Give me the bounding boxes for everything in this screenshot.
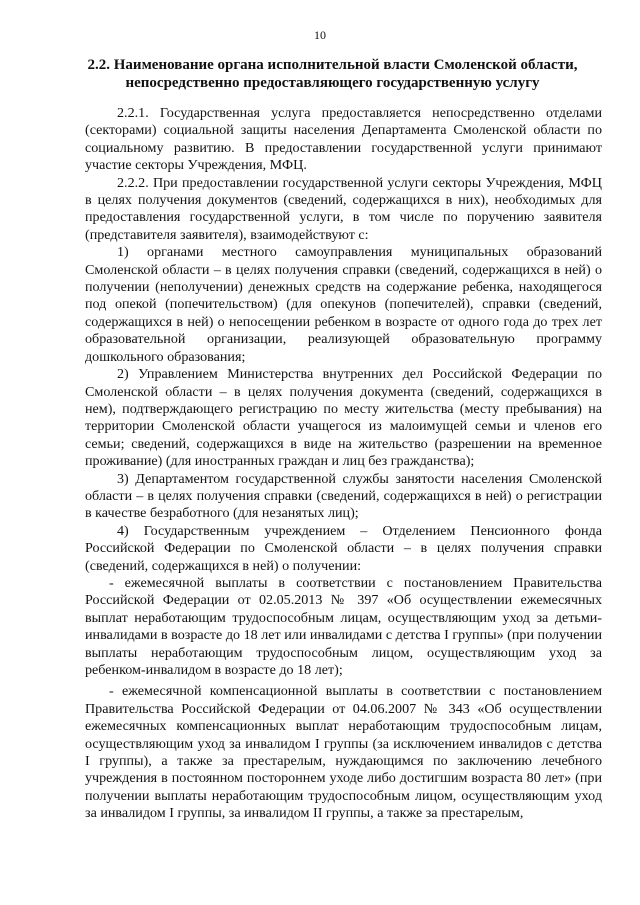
sub-item-dash-2: - ежемесячной компенсационной выплаты в соответствии с постановлением Правительства Российской Федерации от 04.06.2007 № 343 «Об осуществлении ежемесячных компенсационных выплат неработающим трудоспособным лицам, осуществляющим уход за инвалидом I группы (за исключением инвалидов с детства I группы), а также за престарелым, нуждающимся по заключению лечебного учреждения в постоянном постороннем уходе либо достигшим возраста 80 лет» (при получении выплаты неработающим трудоспособным лицом, осуществляющим уход за инвалидом I группы, за инвалидом II группы, а также за престарелым, [85, 683, 602, 822]
section-body [85, 105, 602, 823]
list-item-4: 4) Государственным учреждением – Отделением Пенсионного фонда Российской Федерации по Смоленской области – в целях получения справки (сведений, содержащихся в ней) о получении: [85, 522, 602, 574]
paragraph-2-2-1: 2.2.1. Государственная услуга предоставляется непосредственно отделами (секторами) социальной защиты населения Департамента Смоленской области по социальному развитию. В предоставлении государственной услуги принимают участие секторы Учреждения, МФЦ. [85, 105, 602, 174]
list-item-1: 1) органами местного самоуправления муниципальных образований Смоленской области – в целях получения справки (сведений, содержащихся в ней) о получении (неполучении) денежных средств на содержание ребенка, находящегося под опекой (попечительством) (для опекунов (попечителей), справки (сведений, содержащихся в ней) о непосещении ребенком в возрасте от одного года до трех лет образовательной организации, реализующей образовательную программу дошкольного образования; [85, 244, 602, 365]
sub-item-dash-1: - ежемесячной выплаты в соответствии с постановлением Правительства Российской Федерации от 02.05.2013 № 397 «Об осуществлении ежемесячных выплат неработающим трудоспособным лицам, осуществляющим уход за детьми-инвалидами в возрасте до 18 лет или инвалидами с детства I группы» (при получении выплаты неработающим трудоспособным лицом, осуществляющим уход за ребенком-инвалидом в возрасте до 18 лет); [85, 574, 602, 678]
list-item-3: 3) Департаментом государственной службы занятости населения Смоленской области – в целях получения справки (сведений, содержащихся в ней) о регистрации в качестве безработного (для незанятых лиц); [85, 470, 602, 522]
section-heading: 2.2. Наименование органа исполнительной власти Смоленской области, непосредственно предоставляющего государственную услугу [87, 57, 578, 91]
page-number: 10 [314, 28, 326, 42]
list-item-2: 2) Управлением Министерства внутренних дел Российской Федерации по Смоленской области – в целях получения документа (сведений, содержащихся в нем), подтверждающего регистрацию по месту жительства (месту пребывания) на территории Смоленской области учащегося из малоимущей семьи и членов его семьи; сведений, содержащихся в виде на жительство (разрешении на временное проживание) (для иностранных граждан и лиц без гражданства); [85, 366, 602, 470]
paragraph-2-2-2: 2.2.2. При предоставлении государственной услуги секторы Учреждения, МФЦ в целях получения документов (сведений, содержащихся в них), необходимых для предоставления государственной услуги, в том числе по поручению заявителя (представителя заявителя), взаимодействуют с: [85, 174, 602, 243]
